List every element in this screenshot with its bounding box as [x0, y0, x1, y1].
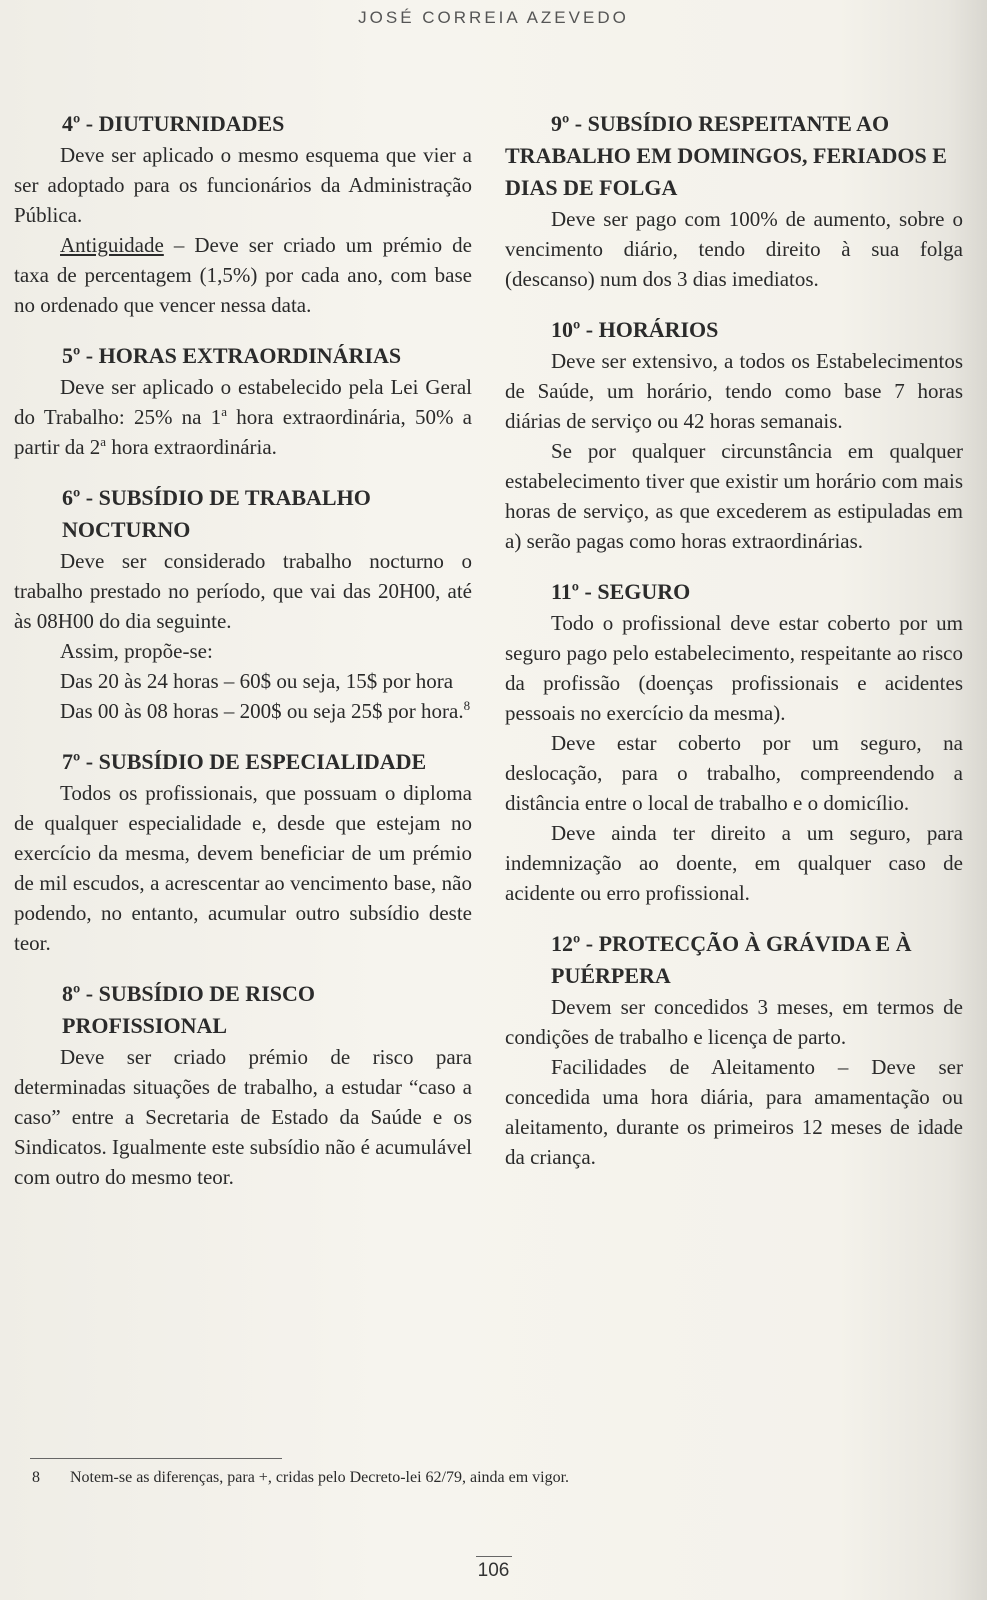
- section-horas-extraordinarias: [14, 340, 472, 462]
- section-seguro: [505, 576, 963, 908]
- section-title: 7º - SUBSÍDIO DE ESPECIALIDADE: [62, 749, 427, 774]
- underlined-term: Antiguidade: [60, 233, 164, 257]
- paragraph: Assim, propõe-se:: [60, 639, 213, 663]
- paragraph: Todo o profissional deve estar coberto por um seguro pago pelo estabelecimento, respeitante ao risco da profissão (doenças profissionais e acidentes pessoais no exercício da mesma).: [505, 611, 963, 725]
- section-title: 10º - HORÁRIOS: [551, 317, 719, 342]
- paragraph: Deve ser pago com 100% de aumento, sobre o vencimento diário, tendo direito à sua folga (descanso) num dos 3 dias imediatos.: [505, 207, 963, 291]
- footnote-reference[interactable]: 8: [463, 698, 471, 713]
- paragraph-text: hora extraordinária, 50% a partir da 2: [14, 405, 472, 459]
- paragraph: Se por qualquer circunstância em qualquer estabelecimento tiver que existir um horário com mais horas de serviço, as que excederem as estipuladas em a) serão pagas como horas extraordinárias.: [505, 439, 963, 553]
- section-title: 12º - PROTECÇÃO À GRÁVIDA E À PUÉRPERA: [551, 931, 912, 988]
- paragraph: Deve ainda ter direito a um seguro, para indemnização ao doente, em qualquer caso de acidente ou erro profissional.: [505, 821, 963, 905]
- section-title: 6º - SUBSÍDIO DE TRABALHO NOCTURNO: [62, 485, 371, 542]
- section-title: 9º - SUBSÍDIO RESPEITANTE AO TRABALHO EM DOMINGOS, FERIADOS E DIAS DE FOLGA: [505, 111, 947, 200]
- page-number-divider: [476, 1556, 512, 1557]
- section-horarios: [505, 314, 963, 556]
- section-risco-profissional: [14, 978, 472, 1192]
- section-gravida-puerpera: [505, 928, 963, 1172]
- superscript: a: [221, 404, 227, 419]
- paragraph: [14, 372, 472, 462]
- paragraph: Devem ser concedidos 3 meses, em termos de condições de trabalho e licença de parto.: [505, 995, 963, 1049]
- running-head: JOSÉ CORREIA AZEVEDO: [358, 8, 629, 27]
- paragraph: Facilidades de Aleitamento – Deve ser concedida uma hora diária, para amamentação ou aleitamento, durante os primeiros 12 meses de idade da criança.: [505, 1055, 963, 1169]
- paragraph-text: hora extraordinária.: [106, 435, 277, 459]
- paragraph: Das 20 às 24 horas – 60$ ou seja, 15$ por hora: [60, 669, 454, 693]
- footnote: [32, 1467, 752, 1489]
- section-title: 8º - SUBSÍDIO DE RISCO PROFISSIONAL: [62, 981, 315, 1038]
- paragraph: Deve ser criado prémio de risco para determinadas situações de trabalho, a estudar “caso a caso” entre a Secretaria de Estado da Saúde e os Sindicatos. Igualmente este subsídio não é acumulável com outro do mesmo teor.: [14, 1045, 472, 1189]
- paragraph: Deve ser aplicado o mesmo esquema que vier a ser adoptado para os funcionários da Administração Pública.: [14, 143, 472, 227]
- paragraph: Todos os profissionais, que possuam o diploma de qualquer especialidade e, desde que estejam no exercício da mesma, devem beneficiar de um prémio de mil escudos, a acrescentar ao vencimento base, não podendo, no entanto, acumular outro subsídio deste teor.: [14, 781, 472, 955]
- footnote-number: 8: [32, 1469, 40, 1486]
- paragraph: [14, 696, 472, 726]
- paragraph: Deve ser extensivo, a todos os Estabelecimentos de Saúde, um horário, tendo como base 7 horas diárias de serviço ou 42 horas semanais.: [505, 349, 963, 433]
- section-diuturnidades: [14, 108, 472, 320]
- section-title: 4º - DIUTURNIDADES: [62, 111, 285, 136]
- footnote-divider: [30, 1458, 282, 1459]
- paragraph: Deve estar coberto por um seguro, na deslocação, para o trabalho, compreendendo a distância entre o local de trabalho e o domicílio.: [505, 731, 963, 815]
- paragraph: [14, 230, 472, 320]
- left-column: [14, 108, 472, 1212]
- right-column: [505, 108, 963, 1192]
- superscript: a: [100, 434, 107, 449]
- paragraph-text: Deve ser aplicado o estabelecido pela Lei Geral do Trabalho: 25% na 1: [14, 375, 472, 429]
- section-title: 11º - SEGURO: [551, 579, 691, 604]
- paragraph-text: – Deve ser criado um prémio de taxa de percentagem (1,5%) por cada ano, com base no ordenado que vencer nessa data.: [14, 233, 472, 317]
- section-domingos-feriados: [505, 108, 963, 294]
- footnote-text: Notem-se as diferenças, para +, cridas pelo Decreto-lei 62/79, ainda em vigor.: [70, 1469, 570, 1486]
- page-number: 106: [477, 1560, 510, 1581]
- section-trabalho-nocturno: [14, 482, 472, 726]
- paragraph-text: Das 00 às 08 horas – 200$ ou seja 25$ por hora.: [60, 699, 464, 723]
- section-title: 5º - HORAS EXTRAORDINÁRIAS: [62, 343, 402, 368]
- section-especialidade: [14, 746, 472, 958]
- paragraph: Deve ser considerado trabalho nocturno o trabalho prestado no período, que vai das 20H00, até às 08H00 do dia seguinte.: [14, 549, 472, 633]
